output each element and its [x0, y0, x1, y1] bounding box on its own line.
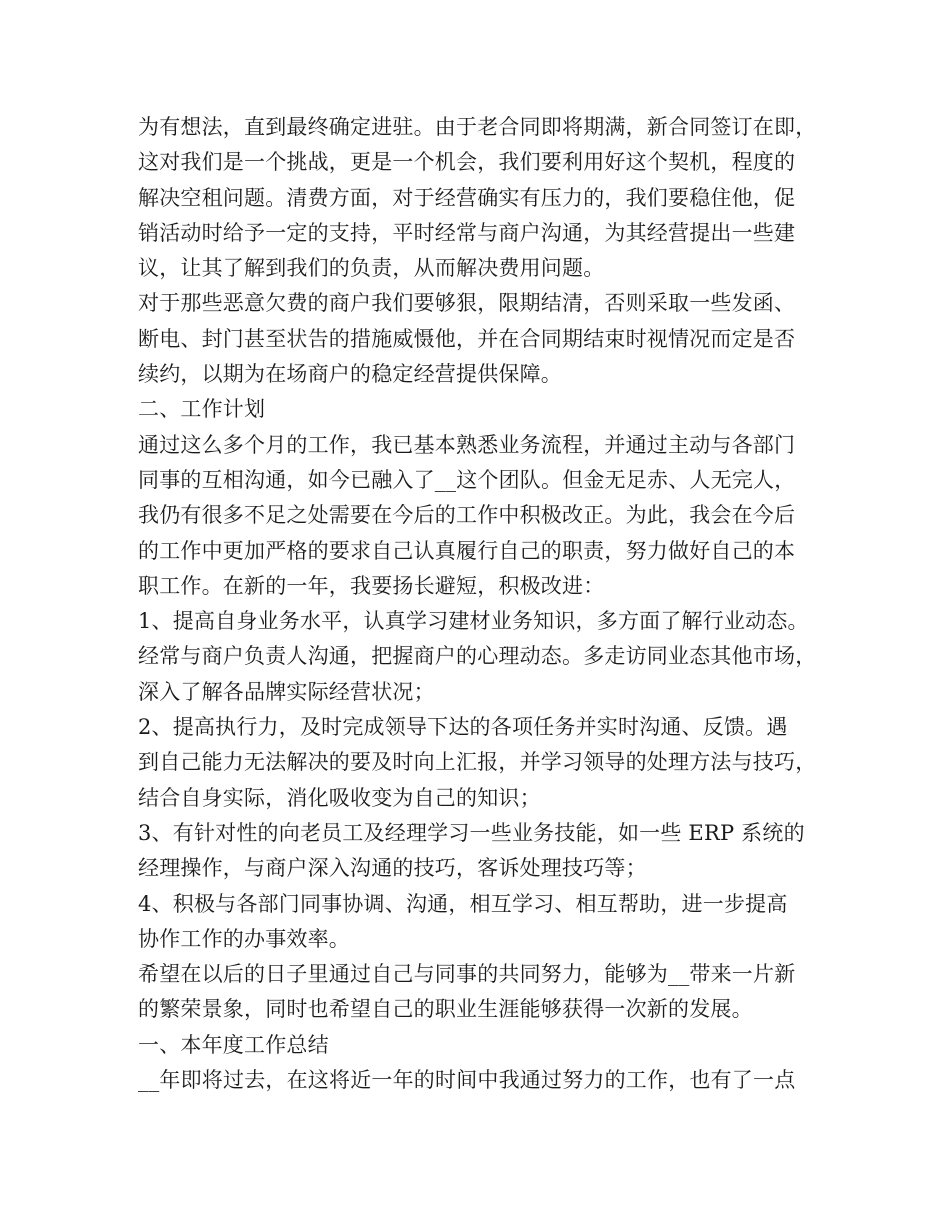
text-line: __年即将过去，在这将近一年的时间中我通过努力的工作，也有了一点	[138, 1068, 796, 1093]
text-line: 议，让其了解到我们的负责，从而解决费用问题。	[138, 256, 605, 281]
text-line: 对于那些恶意欠费的商户我们要够狠，限期结清，否则采取一些发函、	[138, 291, 796, 316]
text-line: 我仍有很多不足之处需要在今后的工作中积极改正。为此，我会在今后	[138, 503, 796, 528]
text-line: 销活动时给予一定的支持，平时经常与商户沟通，为其经营提出一些建	[138, 220, 796, 245]
list-item-line: 4、积极与各部门同事协调、沟通，相互学习、相互帮助，进一步提高	[138, 891, 788, 916]
section-heading: 二、工作计划	[138, 397, 266, 422]
text-line: 的工作中更加严格的要求自己认真履行自己的职责，努力做好自己的本	[138, 538, 796, 563]
text-line: 为有想法，直到最终确定进驻。由于老合同即将期满，新合同签订在即，	[138, 115, 817, 139]
list-item-line: 结合自身实际，消化吸收变为自己的知识；	[138, 785, 541, 810]
text-line: 同事的互相沟通，如今已融入了__这个团队。但金无足赤、人无完人，	[138, 467, 796, 492]
list-item-line: 经理操作，与商户深入沟通的技巧，客诉处理技巧等；	[138, 856, 647, 881]
text-line: 通过这么多个月的工作，我已基本熟悉业务流程，并通过主动与各部门	[138, 432, 796, 457]
list-item-line: 到自己能力无法解决的要及时向上汇报，并学习领导的处理方法与技巧，	[138, 750, 817, 775]
text-line: 续约，以期为在场商户的稳定经营提供保障。	[138, 362, 562, 387]
list-item-line: 1、提高自身业务水平，认真学习建材业务知识，多方面了解行业动态。	[138, 609, 809, 634]
list-item-line: 协作工作的办事效率。	[138, 926, 350, 951]
text-line: 的繁荣景象，同时也希望自己的职业生涯能够获得一次新的发展。	[138, 997, 753, 1022]
section-heading: 一、本年度工作总结	[138, 1032, 329, 1057]
list-item-line: 3、有针对性的向老员工及经理学习一些业务技能，如一些 ERP 系统的	[138, 820, 805, 845]
text-line: 希望在以后的日子里通过自己与同事的共同努力，能够为__带来一片新	[138, 962, 796, 987]
text-line: 这对我们是一个挑战，更是一个机会，我们要利用好这个契机，程度的	[138, 150, 796, 175]
list-item-line: 深入了解各品牌实际经营状况；	[138, 679, 435, 704]
text-line: 职工作。在新的一年，我要扬长避短，积极改进：	[138, 573, 605, 598]
text-line: 断电、封门甚至状告的措施威慑他，并在合同期结束时视情况而定是否	[138, 326, 796, 351]
list-item-line: 2、提高执行力，及时完成领导下达的各项任务并实时沟通、反馈。遇	[138, 715, 788, 740]
list-item-line: 经常与商户负责人沟通，把握商户的心理动态。多走访同业态其他市场，	[138, 644, 817, 669]
text-line: 解决空租问题。清费方面，对于经营确实有压力的，我们要稳住他，促	[138, 185, 796, 210]
